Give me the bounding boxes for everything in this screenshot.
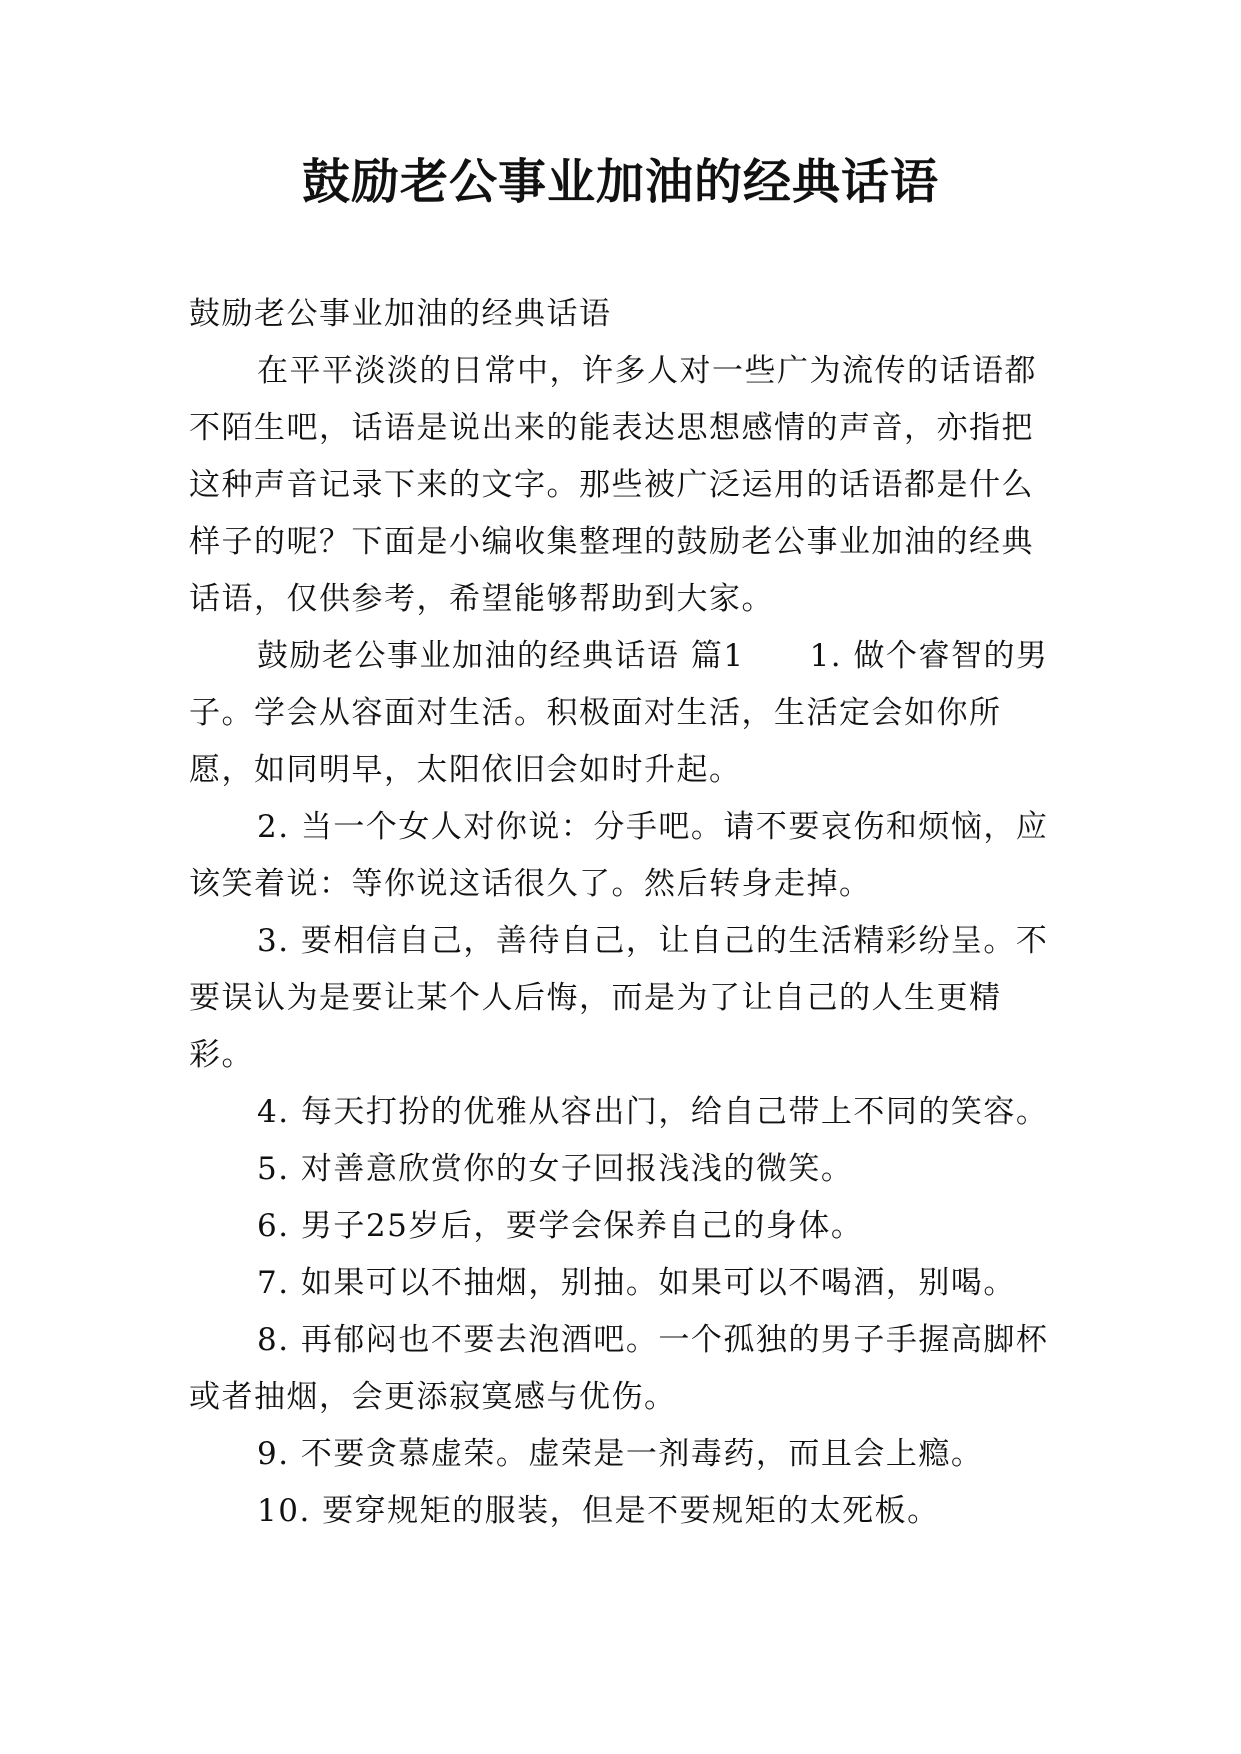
subtitle-paragraph: 鼓励老公事业加油的经典话语 — [189, 296, 612, 332]
intro-paragraph: 在平平淡淡的日常中，许多人对一些广为流传的话语都不陌生吧，话语是说出来的能表达思想感情的声音，亦指把这种声音记录下来的文字。那些被广泛运用的话语都是什么样子的呢？下面是小编收集整理的鼓励老公事业加油的经典话语，仅供参考，希望能够帮助到大家。 — [189, 353, 1037, 617]
page-title: 鼓励老公事业加油的经典话语 — [301, 154, 939, 210]
list-item-6: 6. 男子25岁后，要学会保养自己的身体。 — [257, 1208, 864, 1244]
list-item-3: 3. 要相信自己，善待自己，让自己的生活精彩纷呈。不要误认为是要让某个人后悔，而是为了让自己的人生更精彩。 — [189, 923, 1049, 1073]
list-item-8: 8. 再郁闷也不要去泡酒吧。一个孤独的男子手握高脚杯或者抽烟，会更添寂寞感与优伤。 — [189, 1322, 1049, 1415]
list-item-2: 2. 当一个女人对你说：分手吧。请不要哀伤和烦恼，应该笑着说：等你说这话很久了。然后转身走掉。 — [189, 809, 1049, 902]
list-item-7: 7. 如果可以不抽烟，别抽。如果可以不喝酒，别喝。 — [257, 1265, 1016, 1301]
list-item-10: 10. 要穿规矩的服装，但是不要规矩的太死板。 — [257, 1493, 940, 1529]
list-item-4: 4. 每天打扮的优雅从容出门，给自己带上不同的笑容。 — [257, 1094, 1049, 1130]
list-item-9: 9. 不要贪慕虚荣。虚荣是一剂毒药，而且会上瘾。 — [257, 1436, 984, 1472]
section-heading-paragraph: 鼓励老公事业加油的经典话语 篇1 1. 做个睿智的男子。学会从容面对生活。积极面对生活，生活定会如你所愿，如同明早，太阳依旧会如时升起。 — [189, 638, 1049, 788]
list-item-5: 5. 对善意欣赏你的女子回报浅浅的微笑。 — [257, 1151, 854, 1187]
document-body — [189, 286, 1059, 1540]
